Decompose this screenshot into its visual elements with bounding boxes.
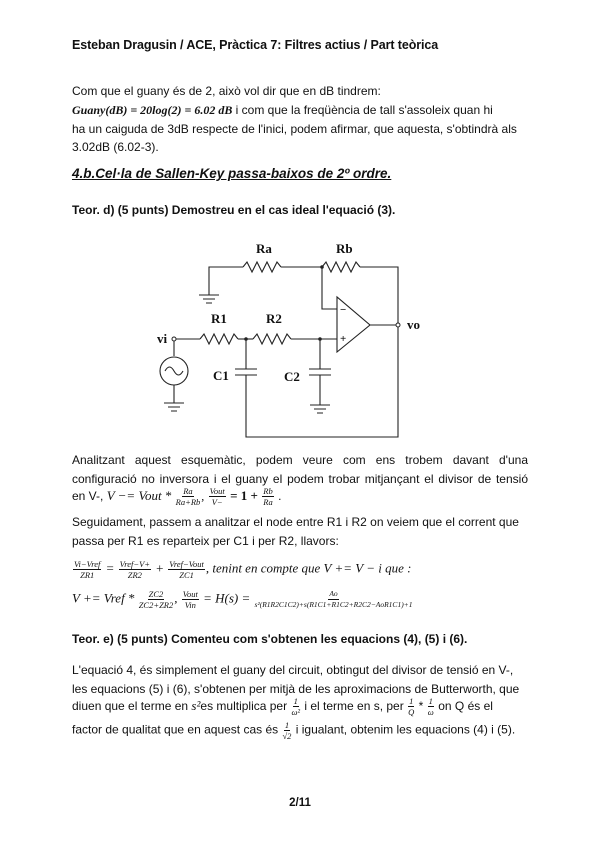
section-title: 4.b.Cel·la de Sallen-Key passa-baixos de 2º ordre. bbox=[72, 166, 392, 181]
fraction-vref-vplus-over-zr2 bbox=[119, 559, 151, 580]
input-node bbox=[172, 337, 176, 341]
fraction-zc2-over-sum bbox=[139, 589, 174, 610]
vplus-start: V += Vref * bbox=[72, 590, 135, 606]
closing-line-3-b: es multiplica per bbox=[200, 699, 288, 713]
intro-line-2-text: i com que la freqüència de tall s'assoleix quan hi bbox=[232, 103, 493, 117]
label-opamp-plus: + bbox=[340, 333, 347, 345]
fraction-one-over-sqrt2 bbox=[282, 720, 291, 741]
label-c2: C2 bbox=[284, 369, 300, 384]
closing-line-4-a: factor de qualitat que en aquest cas és bbox=[72, 722, 279, 737]
comma-separator: , bbox=[174, 590, 178, 606]
closing-line-4-b: i igualant, obtenim les equacions (4) i (5). bbox=[292, 722, 516, 737]
ground-symbol-source bbox=[164, 403, 184, 411]
fraction-denominator: ZR1 bbox=[80, 570, 95, 580]
label-vi: vi bbox=[157, 331, 168, 346]
fraction-numerator: 1 bbox=[428, 696, 433, 707]
fraction-denominator: Vin bbox=[184, 600, 196, 610]
closing-line-3-a: diuen que el terme en bbox=[72, 699, 192, 713]
label-r2: R2 bbox=[266, 311, 282, 326]
resistor-ra bbox=[243, 262, 281, 272]
transfer-function-label: = H(s) = bbox=[203, 590, 251, 606]
fraction-denominator: √2 bbox=[282, 731, 292, 741]
fraction-numerator: Vi−Vref bbox=[74, 559, 101, 569]
closing-line-1: L'equació 4, és simplement el guany del circuit, obtingut del divisor de tensió en V-, bbox=[72, 663, 514, 677]
fraction-one-over-omega bbox=[428, 696, 434, 717]
s-squared: s² bbox=[191, 698, 201, 713]
fraction-numerator: Ao bbox=[329, 589, 338, 598]
analysis-line-1: Analitzant aquest esquemàtic, podem veure com ens trobem davant d'una bbox=[72, 453, 528, 467]
fraction-numerator: ZC2 bbox=[148, 589, 164, 599]
gain-equals-one-plus: = 1 + bbox=[230, 488, 258, 503]
closing-line-4 bbox=[72, 720, 515, 741]
closing-line-2: les equacions (5) i (6), s'obtenen per mitjà de les aproximacions de Butterworth, que bbox=[72, 682, 520, 696]
teor-e-title: Teor. e) (5 punts) Comenteu com s'obtenen les equacions (4), (5) i (6). bbox=[72, 632, 468, 646]
analysis-line-3-text: en V-, bbox=[72, 489, 107, 503]
equals-sign: = bbox=[105, 560, 115, 576]
analysis-period: . bbox=[278, 489, 282, 503]
fraction-vout-over-vminus bbox=[209, 486, 226, 507]
label-r1: R1 bbox=[211, 311, 227, 326]
sallen-key-circuit-diagram bbox=[150, 236, 450, 441]
fraction-numerator: Vref−Vout bbox=[169, 559, 204, 569]
fraction-numerator: Vout bbox=[182, 589, 198, 599]
node-equation-tail: , tenint en compte que V += V − i que : bbox=[205, 560, 412, 576]
fraction-numerator: 1 bbox=[293, 696, 298, 707]
fraction-denominator: ZC2+ZR2 bbox=[138, 600, 174, 610]
label-ra: Ra bbox=[256, 241, 272, 256]
fraction-one-over-q bbox=[408, 696, 414, 717]
intro-line-1: Com que el guany és de 2, això vol dir que en dB tindrem: bbox=[72, 84, 381, 98]
gain-db-equation: Guany(dB) = 20log(2) = 6.02 dB bbox=[72, 103, 233, 117]
fraction-denominator: ω² bbox=[291, 707, 300, 718]
fraction-numerator: Rb bbox=[263, 486, 273, 497]
teor-d-title: Teor. d) (5 punts) Demostreu en el cas ideal l'equació (3). bbox=[72, 203, 396, 217]
fraction-ra-over-rarb bbox=[176, 486, 201, 507]
fraction-numerator: 1 bbox=[409, 696, 414, 707]
label-c1: C1 bbox=[213, 368, 229, 383]
resistor-rb bbox=[322, 262, 360, 272]
fraction-numerator: Ra bbox=[183, 486, 193, 497]
v-minus-equation: V −= Vout * bbox=[106, 488, 172, 503]
fraction-denominator: ZR2 bbox=[127, 570, 142, 580]
fraction-denominator: ω bbox=[427, 707, 434, 718]
ground-symbol-ra bbox=[199, 295, 219, 303]
resistor-r1 bbox=[200, 334, 238, 344]
intro-line-2 bbox=[72, 101, 493, 120]
resistor-r2 bbox=[253, 334, 291, 344]
fraction-denominator: ZC1 bbox=[179, 570, 194, 580]
analysis-line-4: Seguidament, passem a analitzar el node entre R1 i R2 on veiem que el corrent que bbox=[72, 515, 519, 529]
capacitor-c2 bbox=[309, 369, 331, 375]
multiply-sign: * bbox=[415, 699, 427, 713]
closing-line-3-c: i el terme en s, per bbox=[301, 699, 404, 713]
page-number: 2/11 bbox=[289, 797, 311, 809]
output-node bbox=[396, 323, 400, 327]
plus-sign: + bbox=[155, 560, 165, 576]
analysis-line-5: passa per R1 es reparteix per C1 i per R2, llavors: bbox=[72, 534, 339, 548]
page-header: Esteban Dragusin / ACE, Pràctica 7: Filtres actius / Part teòrica bbox=[72, 38, 439, 52]
node-equation-line-1 bbox=[72, 559, 411, 580]
ground-symbol-c2 bbox=[310, 405, 330, 413]
fraction-denominator: Q bbox=[408, 707, 415, 718]
label-vo: vo bbox=[407, 317, 420, 332]
closing-line-3 bbox=[72, 696, 493, 717]
fraction-denominator: s²(R1R2C1C2)+s(R1C1+R1C2+R2C2−AoR1C1)+1 bbox=[254, 600, 413, 609]
intro-line-3: ha un caiguda de 3dB respecte de l'inici, podem afirmar, que aquesta, s'obtindrà als bbox=[72, 122, 517, 136]
fraction-transfer-function bbox=[255, 589, 413, 610]
analysis-line-2: configuració no inversora i el guany el podem trobar mitjançant el divisor de tensió bbox=[72, 472, 528, 486]
fraction-rb-over-ra bbox=[262, 486, 273, 507]
fraction-numerator: 1 bbox=[284, 720, 290, 730]
fraction-denominator: Ra bbox=[263, 497, 273, 508]
fraction-vi-vref-over-zr1 bbox=[73, 559, 101, 580]
node-equation-line-2 bbox=[72, 589, 414, 610]
fraction-numerator: Vout bbox=[209, 486, 225, 497]
intro-line-4: 3.02dB (6.02-3). bbox=[72, 140, 159, 154]
fraction-vout-over-vin bbox=[182, 589, 199, 610]
fraction-denominator: Ra+Rb bbox=[175, 497, 201, 508]
fraction-numerator: Vref−V+ bbox=[119, 559, 150, 569]
analysis-line-3: en V-, V −= Vout * $\frac{Ra}{Ra+Rb}$ , $\frac{\text{Vout}}{V-}$ = 1 + $\frac{Rb}{Ra}$ . bbox=[72, 486, 282, 508]
label-rb: Rb bbox=[336, 241, 353, 256]
closing-line-3-d: on Q és el bbox=[434, 699, 493, 713]
capacitor-c1 bbox=[235, 369, 257, 375]
fraction-denominator: V− bbox=[211, 497, 223, 508]
fraction-one-over-omega-squared bbox=[291, 696, 300, 717]
label-opamp-minus: − bbox=[340, 304, 347, 316]
fraction-vref-vout-over-zc1 bbox=[168, 559, 205, 580]
